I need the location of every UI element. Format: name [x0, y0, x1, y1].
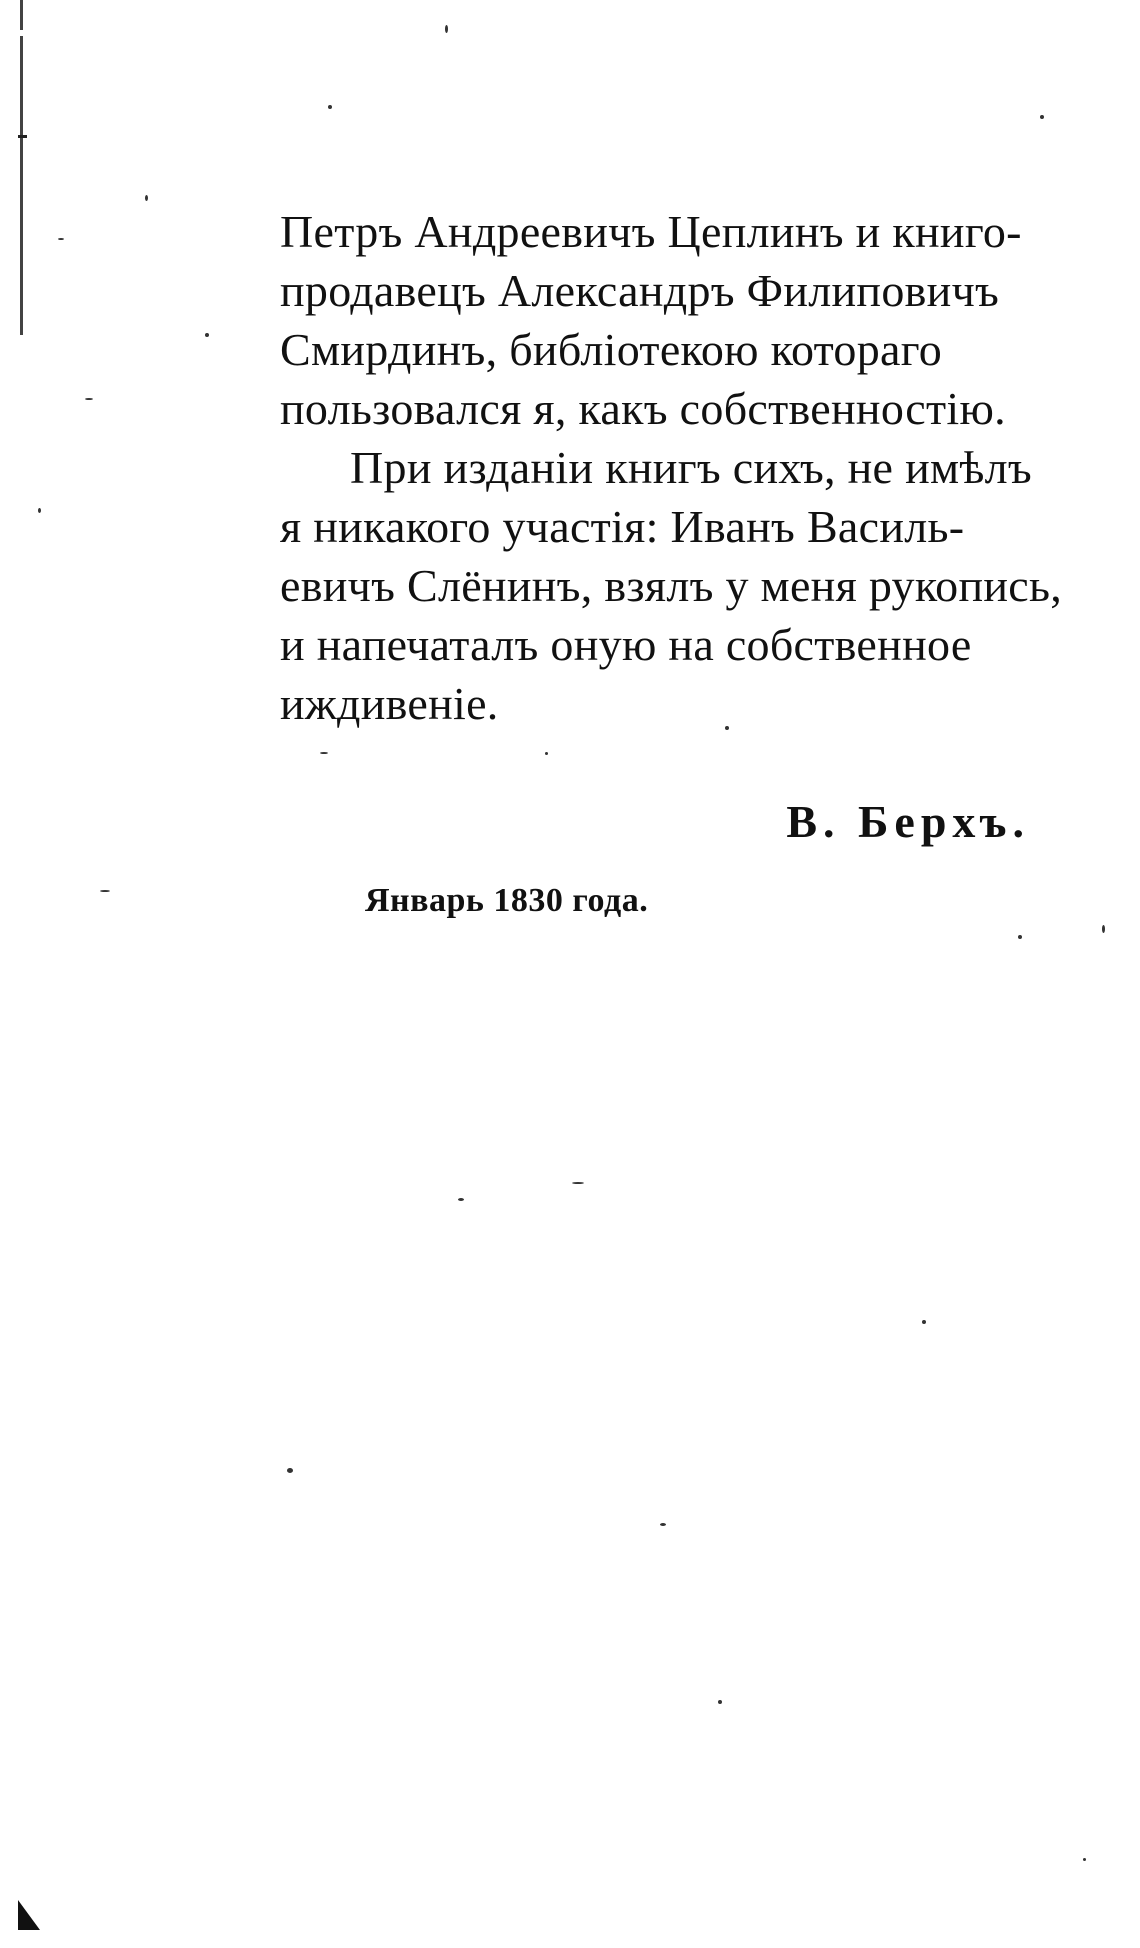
scan-speck — [287, 1468, 293, 1473]
scan-speck — [1102, 925, 1105, 933]
paragraph-1-line: Смирдинъ, библіотекою котораго — [280, 324, 943, 375]
paragraph-2-line: При изданіи книгъ сихъ, не имѣлъ — [350, 442, 1033, 493]
scan-speck — [445, 25, 448, 33]
paragraph-2-line: и напечаталъ оную на собственное — [280, 619, 972, 670]
page-edge-tick — [18, 135, 27, 138]
scan-speck — [660, 1523, 666, 1526]
corner-scan-mark — [18, 1900, 40, 1930]
scan-speck — [328, 105, 332, 109]
paragraph-1-line: пользовался я, какъ собственностію. — [280, 383, 1006, 434]
paragraph-2-line: я никакого участія: Иванъ Василь- — [280, 501, 965, 552]
scan-speck — [38, 508, 41, 513]
scan-speck — [1040, 115, 1044, 119]
signature: В. Берхъ. — [786, 796, 1030, 847]
scan-speck — [85, 398, 93, 400]
paragraph-2-line: евичъ Слёнинъ, взялъ у меня рукопись, — [280, 560, 1063, 611]
scan-speck — [572, 1182, 584, 1184]
scan-speck — [205, 333, 209, 337]
page-edge-line — [20, 0, 23, 335]
scan-speck — [545, 752, 548, 755]
paragraph-2-line: иждивеніе. — [280, 678, 499, 729]
paragraph-1-line: Петръ Андреевичъ Цеплинъ и книго- — [280, 206, 1022, 257]
scan-speck — [725, 726, 729, 730]
scan-speck — [320, 752, 328, 754]
paragraph-2 — [280, 438, 1080, 733]
paragraph-1 — [280, 202, 1080, 438]
scan-speck — [718, 1700, 722, 1704]
scan-speck — [922, 1320, 926, 1324]
paragraph-1-line: продавецъ Александръ Филиповичъ — [280, 265, 1000, 316]
scan-speck — [145, 195, 148, 201]
scan-speck — [1018, 935, 1022, 939]
date-line: Январь 1830 года. — [365, 882, 649, 919]
scan-speck — [458, 1198, 464, 1201]
scan-speck — [58, 238, 64, 240]
body-text — [280, 202, 1080, 733]
scan-speck — [100, 890, 110, 892]
scan-speck — [1083, 1858, 1086, 1861]
